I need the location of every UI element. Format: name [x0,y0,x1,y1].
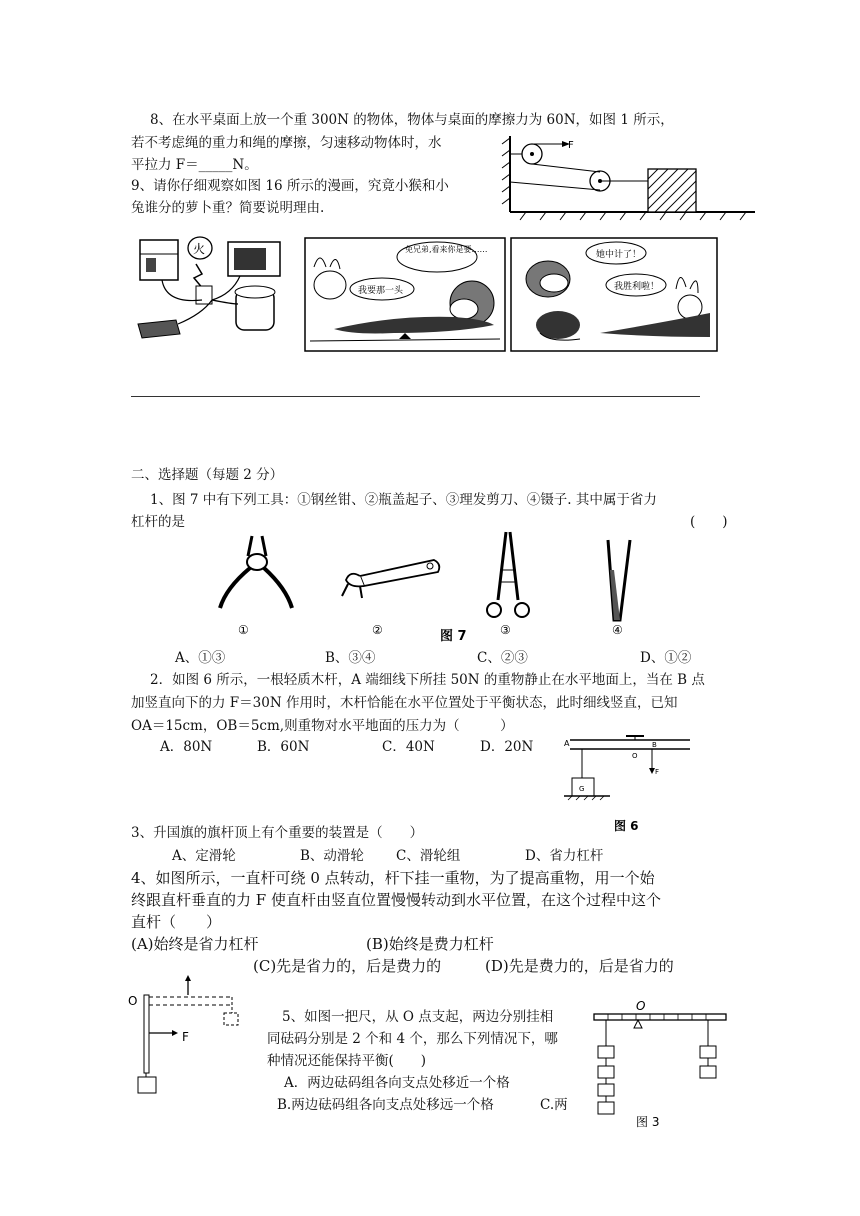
mc4-option-c: (C)先是省力的，后是费力的 [253,957,442,975]
tools-figure [200,530,660,645]
mc5-line2: 同砝码分别是 2 个和 4 个，那么下列情况下，哪 [267,1031,558,1047]
answer-line [131,396,700,397]
scissors-icon [487,532,529,617]
fig7-label: 图 7 [440,629,467,644]
pliers-icon [220,536,292,608]
mc1-option-b: B、③④ [325,650,376,666]
fig6-label: 图 6 [614,819,639,833]
mc1-line2: 杠杆的是 [131,514,185,530]
q9-line2: 兔谁分的萝卜重？简要说明理由. [131,200,325,216]
mc2-option-a: A．80N [160,739,213,755]
bubble-rabbit-1: 我要那一头 [358,286,404,296]
mc5-option-a: A．两边砝码组各向支点处移近一个格 [284,1075,510,1091]
mc1-option-c: C、②③ [477,650,528,666]
rod-figure [128,975,248,1100]
lever-figure-6 [560,734,700,834]
fig6-O: O [632,752,638,760]
q8-line1: 8、在水平桌面上放一个重 300N 的物体，物体与桌面的摩擦力为 60N，如图 1 所示， [150,112,674,128]
section-heading: 二、选择题（每题 2 分） [131,467,284,483]
bubble-rabbit-2: 我胜利啦！ [614,282,660,292]
q8-line2: 若不考虑绳的重力和绳的摩擦，匀速移动物体时，水 [131,135,442,151]
mc2-line2: 加竖直向下的力 F＝30N 作用时，木杆恰能在水平位置处于平衡状态，此时细线竖直，已知 [131,695,678,711]
mc2-line3: OA＝15cm，OB＝5cm,则重物对水平地面的压力为（ ） [131,718,514,734]
mc2-option-b: B．60N [257,739,310,755]
mc4-line2: 终跟直杆垂直的力 F 使直杆由竖直位置慢慢转动到水平位置，在这个过程中这个 [131,891,661,909]
mc1-option-a: A、①③ [175,650,226,666]
mc2-option-d: D．20N [480,739,534,755]
fig6-F: F [655,768,660,776]
q9-line1: 9、请你仔细观察如图 16 所示的漫画，究竟小猴和小 [131,178,449,194]
rod-F-label: F [182,1030,189,1044]
mc4-option-d: (D)先是费力的，后是省力的 [485,957,674,975]
fire-label: 火 [193,242,206,256]
mc3-option-a: A、定滑轮 [172,848,236,864]
ruler-O-label: O [636,999,646,1013]
mc1-line1: 1、图 7 中有下列工具：①钢丝钳、②瓶盖起子、③理发剪刀、④镊子. 其中属于省力 [150,492,657,508]
mc3-option-d: D、省力杠杆 [525,848,604,864]
bubble-monkey-2: 她中计了！ [596,250,642,260]
mc5-line1: 5、如图一把尺，从 O 点支起，两边分别挂相 [282,1009,554,1025]
tweezers-icon [608,540,630,620]
mc4-option-b: (B)始终是费力杠杆 [366,935,494,953]
mc3-option-c: C、滑轮组 [396,848,461,864]
cartoon-panel-1 [304,237,506,352]
tool-label-3: ③ [500,623,511,637]
fig6-A: A [564,739,570,748]
fig6-B: B [652,741,657,749]
mc3-option-b: B、动滑轮 [300,848,364,864]
ruler-balance-figure [588,998,738,1133]
mc5-option-b: B.两边砝码组各向支点处移远一个格 [277,1097,494,1113]
q8-line3: 平拉力 F＝_____N。 [131,157,258,173]
fig3-label: 图 3 [636,1115,660,1129]
tool-label-1: ① [238,623,249,637]
tool-label-4: ④ [612,623,623,637]
cartoon-panel-2 [510,237,718,352]
mc1-answer-paren: ( ) [690,514,728,530]
rod-O-label: O [128,994,138,1008]
mc4-line3: 直杆（ ） [131,913,222,931]
mc4-option-a: (A)始终是省力杠杆 [131,935,259,953]
bubble-monkey-1: 免兄弟,看来你是要…… [405,245,488,254]
bottle-opener-icon [342,560,439,598]
fig6-G: G [579,785,585,793]
mc4-line1: 4、如图所示，一直杆可绕 0 点转动，杆下挂一重物，为了提高重物，用一个始 [131,869,655,887]
mc2-option-c: C．40N [382,739,435,755]
mc2-line1: 2．如图 6 所示，一根轻质木杆，A 端细线下所挂 50N 的重物静止在水平地面上，当在 B 点 [150,672,705,688]
mc5-option-c-start: C.两 [540,1097,568,1113]
force-F-label: F [568,140,574,151]
mc3-line1: 3、升国旗的旗杆顶上有个重要的装置是（ ） [131,825,424,841]
mc5-line3: 种情况还能保持平衡( ) [267,1053,427,1069]
appliances-sketch [132,234,287,346]
mc1-option-d: D、①② [640,650,692,666]
pulley-figure [500,132,760,222]
tool-label-2: ② [372,623,383,637]
